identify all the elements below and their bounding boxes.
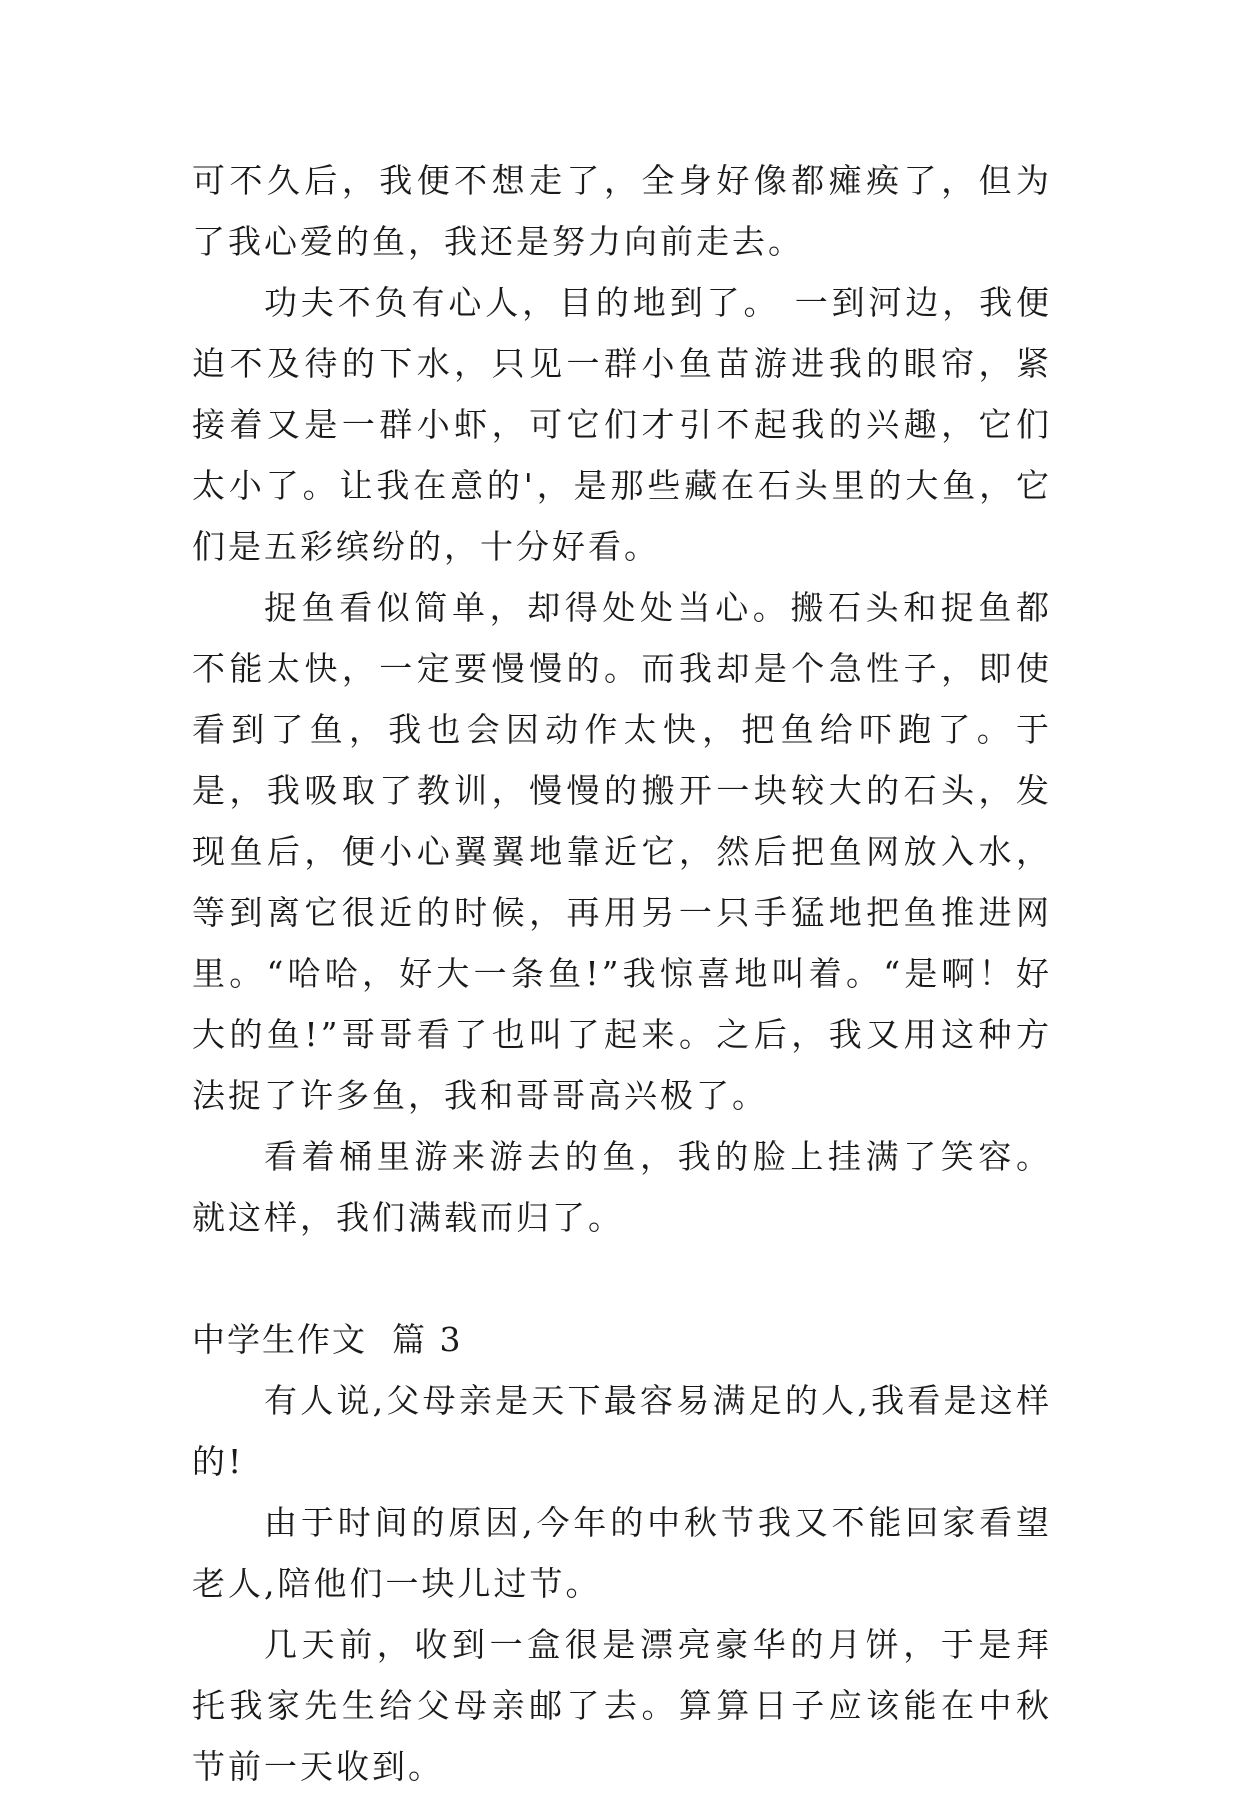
paragraph: 功夫不负有心人，目的地到了。 一到河边，我便迫不及待的下水，只见一群小鱼苗游进我的眼帘，紧接着又是一群小虾，可它们才引不起我的兴趣，它们太小了。让我在意的'，是那些藏在石头里的大鱼，它们是五彩缤纷的，十分好看。: [192, 283, 1052, 566]
paragraph: 可不久后，我便不想走了，全身好像都瘫痪了，但为了我心爱的鱼，我还是努力向前走去。: [192, 161, 1052, 261]
paragraph: 捉鱼看似简单，却得处处当心。搬石头和捉鱼都不能太快，一定要慢慢的。而我却是个急性子，即使看到了鱼，我也会因动作太快，把鱼给吓跑了。于是，我吸取了教训，慢慢的搬开一块较大的石头，发现鱼后，便小心翼翼地靠近它，然后把鱼网放入水，等到离它很近的时候，再用另一只手猛地把鱼推进网里。“哈哈，好大一条鱼!”我惊喜地叫着。“是啊！好大的鱼!”哥哥看了也叫了起来。之后，我又用这种方法捉了许多鱼，我和哥哥高兴极了。: [192, 588, 1052, 1115]
paragraph: 由于时间的原因,今年的中秋节我又不能回家看望老人,陪他们一块儿过节。: [192, 1503, 1052, 1603]
section-heading: 中学生作文 篇 3: [192, 1320, 463, 1359]
paragraph: 有人说,父母亲是天下最容易满足的人,我看是这样的!: [192, 1381, 1052, 1481]
paragraph: 几天前，收到一盒很是漂亮豪华的月饼，于是拜托我家先生给父母亲邮了去。算算日子应该能在中秋节前一天收到。: [192, 1625, 1052, 1786]
paragraph: 看着桶里游来游去的鱼，我的脸上挂满了笑容。就这样，我们满载而归了。: [192, 1137, 1052, 1237]
document-body: [192, 150, 1052, 1797]
